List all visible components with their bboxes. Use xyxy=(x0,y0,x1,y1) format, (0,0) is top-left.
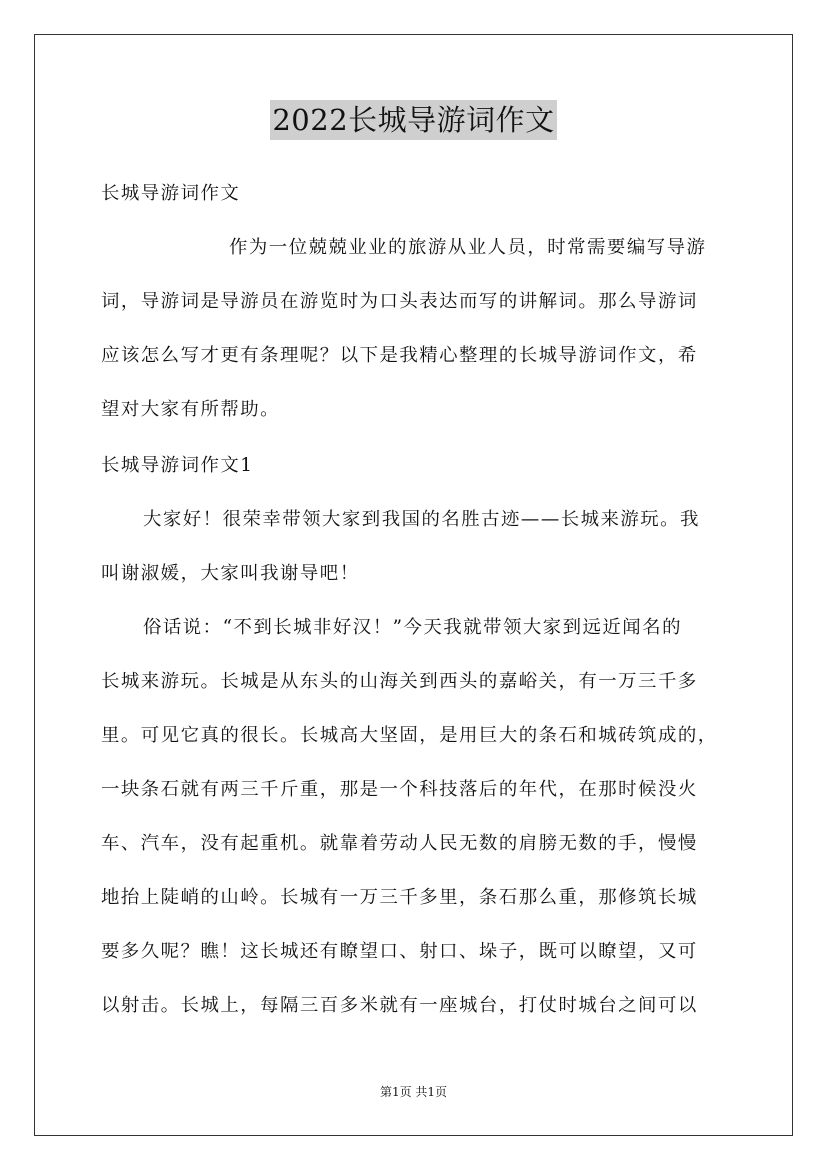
page-title: 2022长城导游词作文 xyxy=(270,100,556,140)
body-line: 里。可见它真的很长。长城高大坚固，是用巨大的条石和城砖筑成的， xyxy=(101,725,718,746)
body-line: 叫谢淑媛，大家叫我谢导吧！ xyxy=(101,563,360,584)
body-line: 俗话说：“不到长城非好汉！”今天我就带领大家到远近闻名的 xyxy=(143,617,682,638)
body-line: 以射击。长城上，每隔三百多米就有一座城台，打仗时城台之间可以 xyxy=(101,995,698,1016)
subtitle: 长城导游词作文 xyxy=(101,183,241,204)
body-line: 要多久呢？瞧！这长城还有瞭望口、射口、垛子，既可以瞭望，又可 xyxy=(101,941,698,962)
section-heading: 长城导游词作文1 xyxy=(101,455,254,476)
intro-line-1: 作为一位兢兢业业的旅游从业人员，时常需要编写导游 xyxy=(229,237,707,258)
intro-line-2: 词，导游词是导游员在游览时为口头表达而写的讲解词。那么导游词 xyxy=(101,291,698,312)
body-line: 长城来游玩。长城是从东头的山海关到西头的嘉峪关，有一万三千多 xyxy=(101,671,698,692)
body-line: 车、汽车，没有起重机。就靠着劳动人民无数的肩膀无数的手，慢慢 xyxy=(101,833,698,854)
body-line: 地抬上陡峭的山岭。长城有一万三千多里，条石那么重，那修筑长城 xyxy=(101,887,698,908)
body-line: 大家好！很荣幸带领大家到我国的名胜古迹——长城来游玩。我 xyxy=(143,509,700,530)
title-container xyxy=(0,100,827,140)
intro-line-4: 望对大家有所帮助。 xyxy=(101,399,281,420)
page-footer: 第1页 共1页 xyxy=(379,1085,448,1099)
body-line: 一块条石就有两三千斤重，那是一个科技落后的年代，在那时候没火 xyxy=(101,779,698,800)
intro-line-3: 应该怎么写才更有条理呢？以下是我精心整理的长城导游词作文，希 xyxy=(101,345,698,366)
